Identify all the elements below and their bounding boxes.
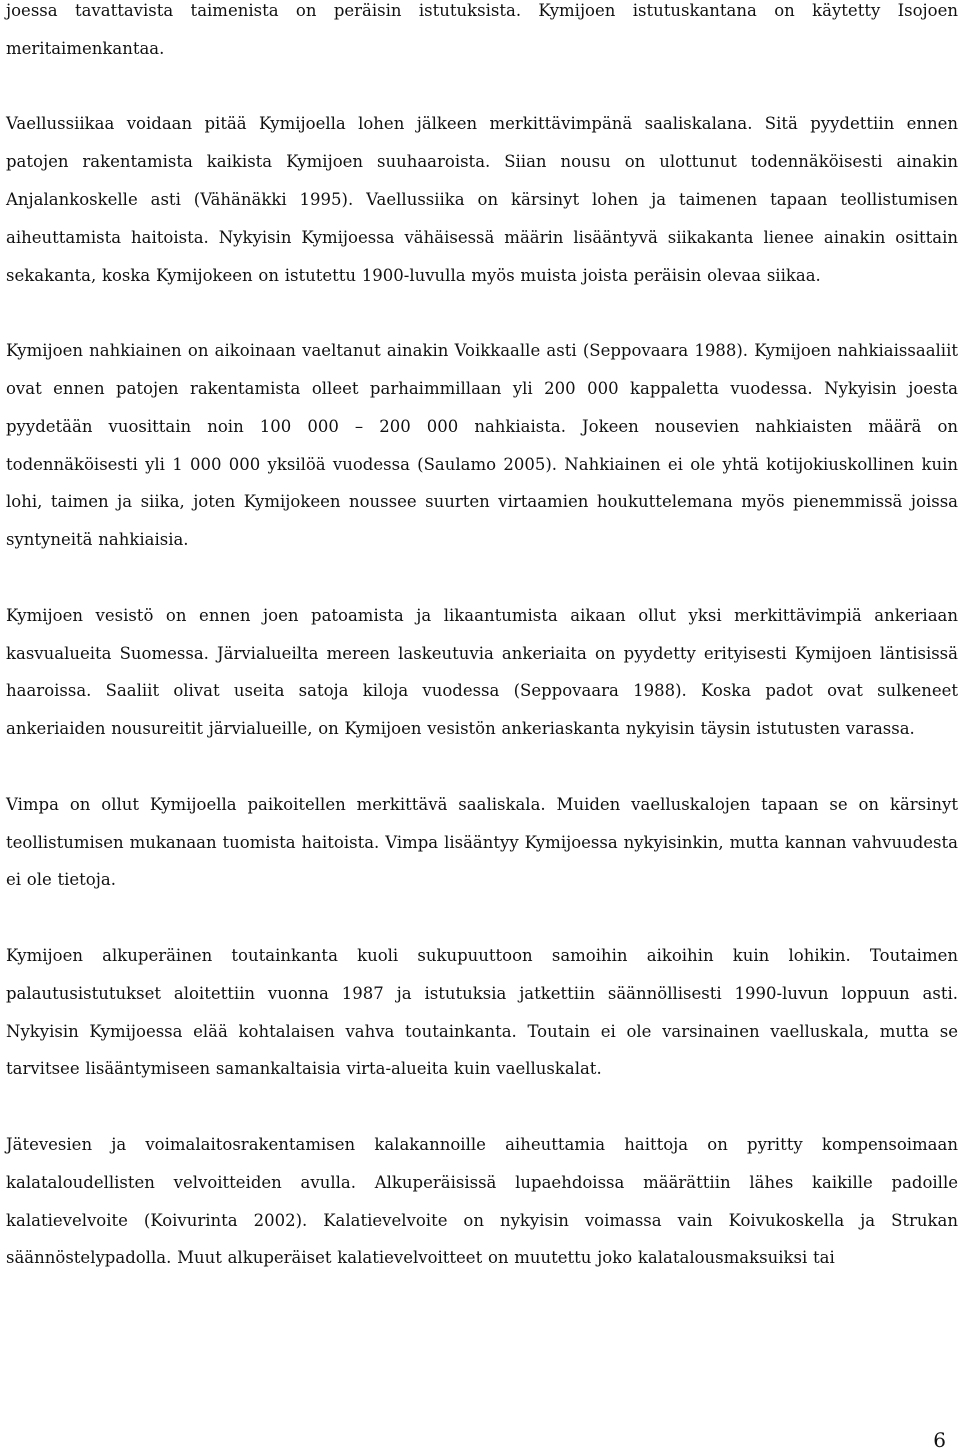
paragraph-eel: Kymijoen vesistö on ennen joen patoamista ja likaantumista aikaan ollut yksi merkittävimpiä ankeriaan kasvualueita Suomessa. Järvialueilta mereen laskeutuvia ankeriaita on pyydetty erityisesti Kymijoen läntisissä haaroissa. Saaliit olivat useita satoja kiloja vuodessa (Seppovaara 1988). Koska padot ovat sulkeneet ankeriaiden nousureitit järvialueille, on Kymijoen vesistön ankeriaskanta nykyisin täysin istutusten varassa.: [6, 605, 958, 739]
paragraph-gap: [6, 899, 958, 937]
paragraph-gap: [6, 559, 958, 597]
paragraph-trout-stocking: joessa tavattavista taimenista on peräisin istutuksista. Kymijoen istutuskantana on käytetty Isojoen meritaimenkantaa.: [6, 1, 958, 58]
page-number: 6: [933, 1428, 946, 1452]
paragraph-gap: [6, 294, 958, 332]
paragraph-lamprey: Kymijoen nahkiainen on aikoinaan vaeltanut ainakin Voikkaalle asti (Seppovaara 1988). Kymijoen nahkiaissaaliit ovat ennen patojen rakentamista olleet parhaimmillaan yli 200 000 kappaletta vuodessa. Nykyisin joesta pyydetään vuosittain noin 100 000 – 200 000 nahkiaista. Jokeen nousevien nahkiaisten määrä on todennäköisesti yli 1 000 000 yksilöä vuodessa (Saulamo 2005). Nahkiainen ei ole yhtä kotijokiuskollinen kuin lohi, taimen ja siika, joten Kymijokeen noussee suurten virtaamien houkuttelemana myös pienemmissä joissa syntyneitä nahkiaisia.: [6, 341, 958, 550]
paragraph-compensation: Jätevesien ja voimalaitosrakentamisen kalakannoille aiheuttamia haittoja on pyritty kompensoimaan kalataloudellisten velvoitteiden avulla. Alkuperäisissä lupaehdoissa määrättiin lähes kaikille padoille kalatievelvoite (Koivurinta 2002). Kalatievelvoite on nykyisin voimassa vain Koivukoskella ja Strukan säännöstelypadolla. Muut alkuperäiset kalatievelvoitteet on muutettu joko kalatalousmaksuiksi tai: [6, 1134, 958, 1268]
paragraph-gap: [6, 1088, 958, 1126]
paragraph-gap: [6, 748, 958, 786]
document-page: [6, 0, 958, 1277]
paragraph-asp: Kymijoen alkuperäinen toutainkanta kuoli sukupuuttoon samoihin aikoihin kuin lohikin. Toutaimen palautusistutukset aloitettiin vuonna 1987 ja istutuksia jatkettiin säännöllisesti 1990-luvun loppuun asti. Nykyisin Kymijoessa elää kohtalaisen vahva toutainkanta. Toutain ei ole varsinainen vaelluskala, mutta se tarvitsee lisääntymiseen samankaltaisia virta-alueita kuin vaelluskalat.: [6, 945, 958, 1079]
paragraph-gap: [6, 68, 958, 106]
paragraph-vimba: Vimpa on ollut Kymijoella paikoitellen merkittävä saaliskala. Muiden vaelluskalojen tapaan se on kärsinyt teollistumisen mukanaan tuomista haitoista. Vimpa lisääntyy Kymijoessa nykyisinkin, mutta kannan vahvuudesta ei ole tietoja.: [6, 794, 958, 890]
paragraph-whitefish: Vaellussiikaa voidaan pitää Kymijoella lohen jälkeen merkittävimpänä saaliskalana. Sitä pyydettiin ennen patojen rakentamista kaikista Kymijoen suuhaaroista. Siian nousu on ulottunut todennäköisesti ainakin Anjalankoskelle asti (Vähänäkki 1995). Vaellussiika on kärsinyt lohen ja taimenen tapaan teollistumisen aiheuttamista haitoista. Nykyisin Kymijoessa vähäisessä määrin lisääntyvä siikakanta lienee ainakin osittain sekakanta, koska Kymijokeen on istutettu 1900-luvulla myös muista joista peräisin olevaa siikaa.: [6, 114, 958, 285]
